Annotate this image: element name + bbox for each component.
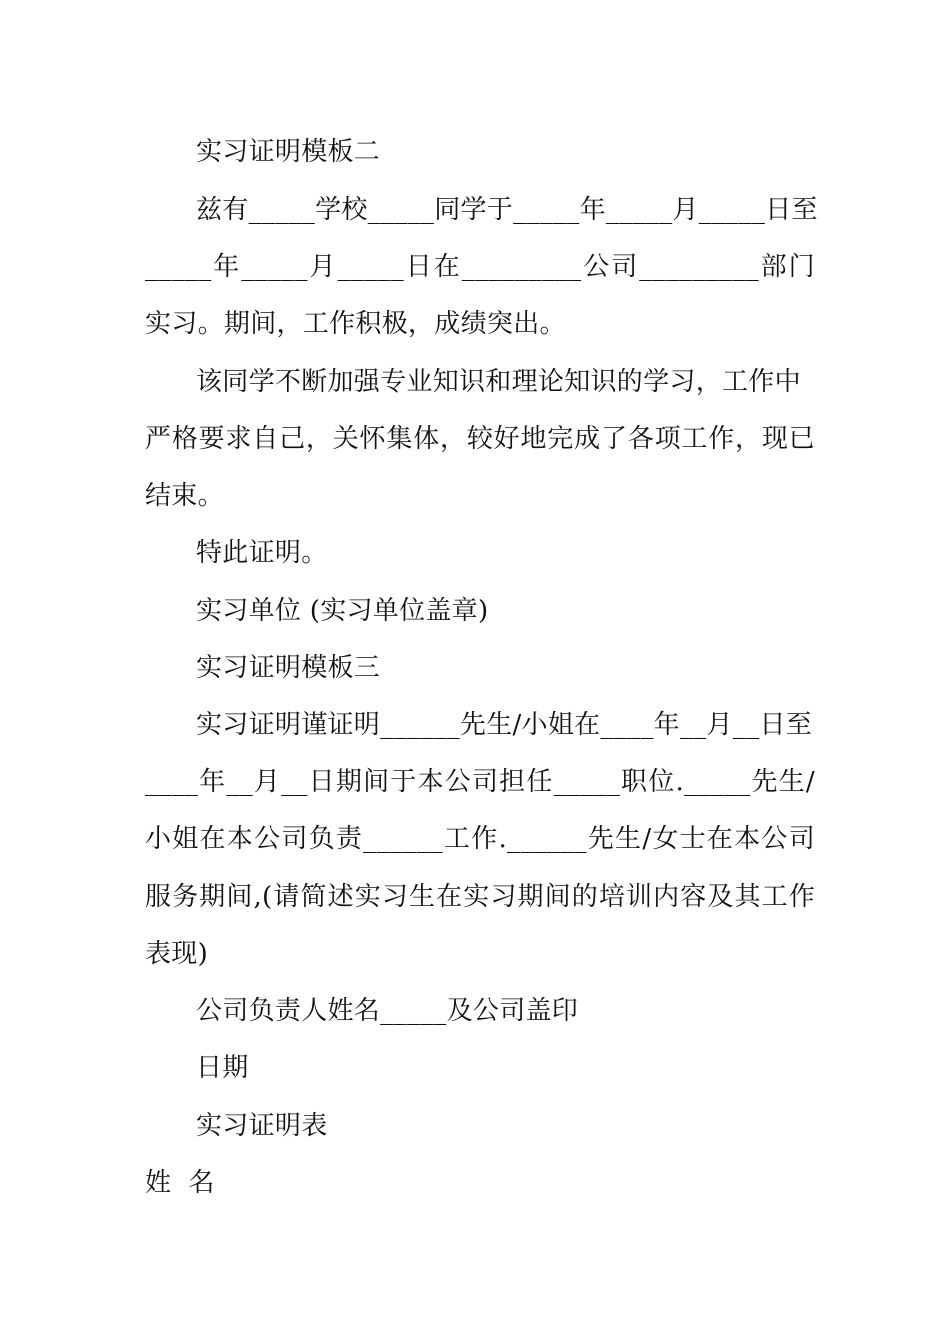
paragraph-line: 兹有_____学校_____同学于_____年_____月_____日至 [196,195,818,225]
paragraph-line: _____年_____月_____日在_________公司_________部门 [145,252,815,282]
paragraph-line: 结束。 [145,481,224,511]
paragraph-line: 实习证明谨证明______先生/小姐在____年__月__日至 [196,710,813,740]
name-field-label: 姓 名 [145,1168,215,1198]
heading-certificate-table: 实习证明表 [196,1111,328,1141]
paragraph-line: 实习。期间，工作积极，成绩突出。 [145,309,566,339]
paragraph-line: ____年__月__日期间于本公司担任_____职位._____先生/ [145,767,815,797]
paragraph-line: 该同学不断加强专业知识和理论知识的学习，工作中 [196,367,801,397]
paragraph-line: 服务期间,(请简述实习生在实习期间的培训内容及其工作 [145,882,815,912]
paragraph-line: 严格要求自己，关怀集体，较好地完成了各项工作，现已 [145,424,815,454]
paragraph-line: 表现) [145,939,209,969]
heading-template-three: 实习证明模板三 [196,653,381,683]
internship-unit-line: 实习单位 (实习单位盖章) [196,596,489,626]
certify-line: 特此证明。 [196,538,328,568]
company-signature-line: 公司负责人姓名_____及公司盖印 [196,996,579,1026]
paragraph-line: 小姐在本公司负责______工作.______先生/女士在本公司 [145,824,815,854]
heading-template-two: 实习证明模板二 [196,137,381,167]
date-line: 日期 [196,1053,249,1083]
